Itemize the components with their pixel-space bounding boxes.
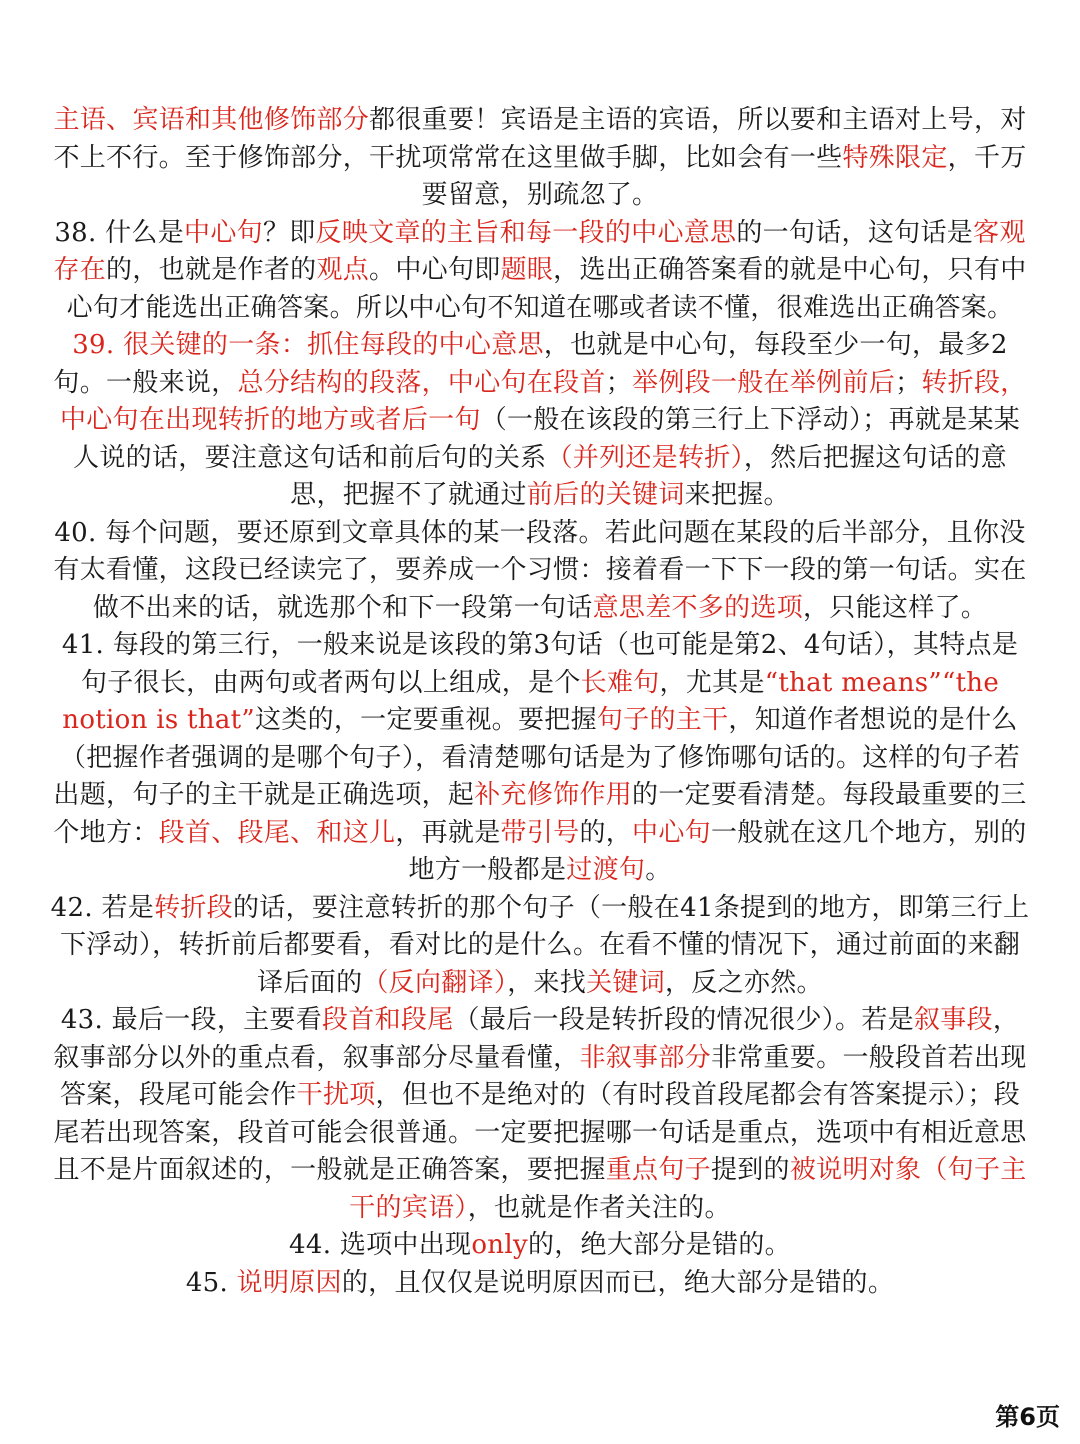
body-text: 的话，要注意转折的那个句子（一般在41条提到的地方，即第三行上下浮动），转折前后都要看，看对比的是什么。在看不懂的情况下，通过前面的来翻译后面的 (59, 892, 1030, 998)
body-text: ？即 (262, 217, 316, 248)
body-text: ； (605, 367, 633, 398)
paragraph-4 (50, 627, 1030, 890)
paragraph-7 (50, 1227, 1030, 1265)
paragraph-1 (50, 215, 1030, 328)
highlighted-text: 被说明对象（句子主干的宾语） (349, 1155, 1027, 1223)
body-text: ，尤其是 (659, 667, 765, 698)
paragraph-6 (50, 1002, 1030, 1227)
highlighted-text: 非叙事部分 (579, 1042, 711, 1073)
highlighted-text: 前后的关键词 (526, 480, 685, 510)
body-text: ，叙事部分以外的重点看，叙事部分尽量看懂， (53, 1005, 1020, 1073)
paragraph-5 (50, 890, 1030, 1003)
highlighted-text: 段首和段尾 (322, 1005, 454, 1035)
body-text: 的一句话，这句话是 (736, 217, 974, 248)
highlighted-text: 题眼 (500, 255, 554, 285)
highlighted-text: 关键词 (586, 967, 665, 998)
highlighted-text: 补充修饰作用 (474, 780, 633, 810)
body-text: 43. 最后一段，主要看 (60, 1005, 323, 1035)
body-text: ，再就是 (395, 817, 501, 848)
highlighted-text: 反映文章的主旨和每一段的中心意思 (315, 217, 737, 248)
body-text: （一般在该段的第三行上下浮动）；再就是某某人说的话，要注意这句话和前后句的关系 (73, 405, 1021, 473)
highlighted-text: 句子的主干 (596, 705, 729, 735)
highlighted-text: 中心句 (632, 817, 711, 848)
highlighted-text: 重点句子 (605, 1155, 711, 1185)
body-text: 的， (579, 817, 633, 848)
body-text: ，来找 (507, 967, 587, 998)
highlighted-text: 举例段一般在举例前后 (632, 367, 896, 398)
body-text: 的，绝大部分是错的。 (527, 1230, 791, 1260)
highlighted-text: 总分结构的段落，中心句在段首 (237, 367, 606, 398)
body-text: ，只能这样了。 (803, 592, 988, 623)
highlighted-text: 转折段，中心句在出现转折的地方或者后一句 (59, 367, 1027, 435)
highlighted-text: 特殊限定 (842, 142, 948, 173)
body-text: ，反之亦然。 (665, 967, 823, 998)
body-text: 44. 选项中出现 (289, 1230, 472, 1260)
highlighted-text: only (471, 1230, 528, 1260)
body-text: 的一定要看清楚。每段最重要的三个地方： (53, 780, 1027, 848)
highlighted-text: 长难句 (580, 667, 660, 698)
body-text: ，知道作者想说的是什么（把握作者强调的是哪个句子），看清楚哪句话是为了修饰哪句话的。这样的句子若出题，句子的主干就是正确选项，起 (53, 705, 1021, 810)
highlighted-text: 过渡句 (566, 855, 646, 885)
highlighted-text: 段首、段尾、和这儿 (158, 817, 396, 848)
highlighted-text: 说明原因 (236, 1267, 342, 1298)
body-text: ，选出正确答案看的就是中心句，只有中心句才能选出正确答案。所以中心句不知道在哪或者读不懂，很难选出正确答案。 (66, 255, 1027, 323)
paragraph-3 (50, 515, 1030, 628)
highlighted-text: 叙事段 (913, 1005, 993, 1035)
highlighted-text: 观点 (316, 255, 370, 285)
body-text: 42. 若是 (50, 892, 155, 923)
body-text: ，然后把握这句话的意思，把握不了就通过 (290, 442, 1007, 510)
highlighted-text: （并列还是转折） (546, 442, 744, 473)
highlighted-text: 转折段 (154, 892, 233, 923)
body-text: （最后一段是转折段的情况很少）。若是 (453, 1005, 914, 1035)
body-text: 40. 每个问题，要还原到文章具体的某一段落。若此问题在某段的后半部分，且你没有太看懂，这段已经读完了，要养成一个习惯：接着看一下下一段的第一句话。实在做不出来的话，就选那个和下一段第一句话 (53, 517, 1027, 623)
body-text: ，千万要留意，别疏忽了。 (421, 142, 1027, 210)
body-text: 41. 每段的第三行，一般来说是该段的第3句话（也可能是第2、4句话），其特点是句子很长，由两句或者两句以上组成，是个 (61, 630, 1019, 698)
paragraph-2 (50, 327, 1030, 515)
highlighted-text: 39. 很关键的一条：抓住每段的中心意思 (72, 330, 544, 360)
body-text: 。中心句即 (369, 255, 501, 285)
highlighted-text: 带引号 (500, 817, 580, 848)
body-text: 的，且仅仅是说明原因而已，绝大部分是错的。 (341, 1267, 895, 1298)
body-text: 来把握。 (684, 480, 790, 510)
highlighted-text: 意思差不多的选项 (592, 592, 803, 623)
body-text: ； (895, 367, 922, 398)
body-text: ，也就是作者关注的。 (467, 1192, 731, 1223)
highlighted-text: （反向翻译） (362, 967, 508, 998)
document-body (50, 102, 1030, 1302)
body-text: 。 (645, 855, 672, 885)
body-text: 一般就在这几个地方，别的地方一般都是 (408, 817, 1027, 885)
paragraph-0 (50, 102, 1030, 215)
highlighted-text: 主语、宾语和其他修饰部分 (53, 105, 370, 135)
page-number: 第6页 (995, 1403, 1060, 1431)
body-text: 提到的 (710, 1155, 790, 1185)
body-text: 这类的，一定要重视。要把握 (254, 705, 597, 735)
body-text: 非常重要。一般段首若出现答案，段尾可能会作 (59, 1042, 1027, 1110)
highlighted-text: 干扰项 (296, 1080, 376, 1110)
highlighted-text: 客观存在 (53, 217, 1026, 285)
body-text: 的，也就是作者的 (106, 255, 317, 285)
body-text: 都很重要！宾语是主语的宾语，所以要和主语对上号，对不上不行。至于修饰部分，干扰项常常在这里做手脚，比如会有一些 (53, 105, 1027, 173)
paragraph-8 (50, 1265, 1030, 1303)
body-text: ，但也不是绝对的（有时段首段尾都会有答案提示）；段尾若出现答案，段首可能会很普通。一定要把握哪一句话是重点，选项中有相近意思且不是片面叙述的，一般就是正确答案，要把握 (53, 1080, 1027, 1185)
highlighted-text: “that means”“the notion is that” (62, 667, 1000, 735)
body-text: ，也就是中心句，每段至少一句，最多2句。一般来说， (53, 330, 1008, 398)
body-text: 38. 什么是 (54, 217, 185, 248)
body-text: 45. (185, 1267, 237, 1298)
highlighted-text: 中心句 (184, 217, 263, 248)
